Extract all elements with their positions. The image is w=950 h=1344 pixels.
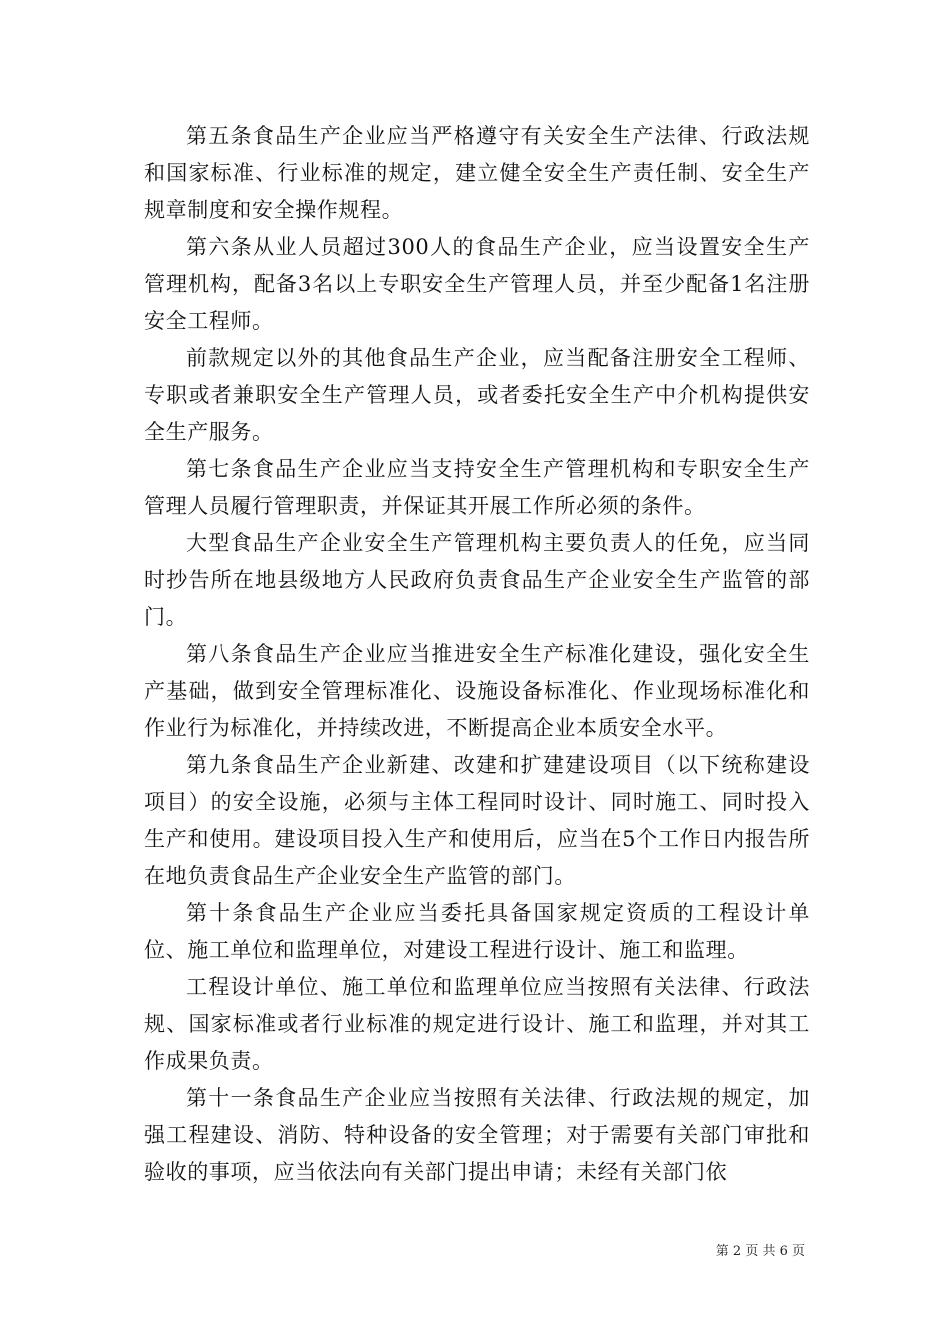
- paragraph-article-5: 第五条食品生产企业应当严格遵守有关安全生产法律、行政法规和国家标准、行业标准的规定，建立健全安全生产责任制、安全生产规章制度和安全操作规程。: [144, 124, 810, 222]
- paragraph-article-8: 第八条食品生产企业应当推进安全生产标准化建设，强化安全生产基础，做到安全管理标准化、设施设备标准化、作业现场标准化和作业行为标准化，并持续改进，不断提高企业本质安全水平。: [144, 642, 810, 740]
- paragraph-article-9: 第九条食品生产企业新建、改建和扩建建设项目（以下统称建设项目）的安全设施，必须与主体工程同时设计、同时施工、同时投入生产和使用。建设项目投入生产和使用后，应当在5个工作日内报告所在地负责食品生产企业安全生产监管的部门。: [144, 753, 810, 888]
- paragraph-article-11: 第十一条食品生产企业应当按照有关法律、行政法规的规定，加强工程建设、消防、特种设备的安全管理；对于需要有关部门审批和验收的事项，应当依法向有关部门提出申请；未经有关部门依: [144, 1086, 810, 1184]
- paragraph-article-6: 第六条从业人员超过300人的食品生产企业，应当设置安全生产管理机构，配备3名以上专职安全生产管理人员，并至少配备1名注册安全工程师。: [144, 235, 810, 333]
- paragraph-article-10-supplement: 工程设计单位、施工单位和监理单位应当按照有关法律、行政法规、国家标准或者行业标准的规定进行设计、施工和监理，并对其工作成果负责。: [144, 975, 810, 1073]
- document-body: [144, 118, 810, 1191]
- page-number-footer: 第 2 页 共 6 页: [715, 1244, 805, 1259]
- paragraph-article-7-supplement: 大型食品生产企业安全生产管理机构主要负责人的任免，应当同时抄告所在地县级地方人民政府负责食品生产企业安全生产监管的部门。: [144, 531, 810, 629]
- paragraph-article-10: 第十条食品生产企业应当委托具备国家规定资质的工程设计单位、施工单位和监理单位，对建设工程进行设计、施工和监理。: [144, 901, 810, 962]
- paragraph-article-7: 第七条食品生产企业应当支持安全生产管理机构和专职安全生产管理人员履行管理职责，并保证其开展工作所必须的条件。: [144, 457, 810, 518]
- paragraph-article-6-supplement: 前款规定以外的其他食品生产企业，应当配备注册安全工程师、专职或者兼职安全生产管理人员，或者委托安全生产中介机构提供安全生产服务。: [144, 346, 810, 444]
